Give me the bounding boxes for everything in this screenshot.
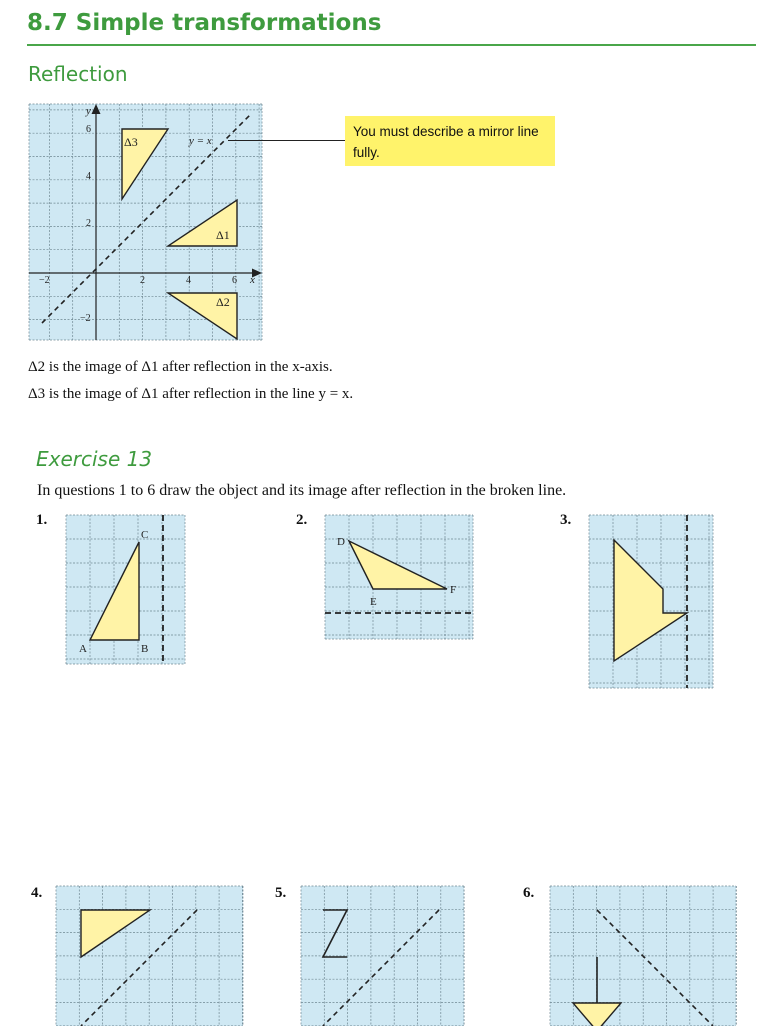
question-5-grid (301, 886, 466, 1026)
subsection-title: Reflection (28, 62, 128, 86)
note-pointer-line (228, 140, 345, 141)
y-tick-label: 6 (86, 124, 91, 135)
question-3-grid (589, 515, 714, 690)
y-axis-label: y (86, 105, 91, 117)
question-number: 1. (36, 512, 48, 528)
question-number: 5. (275, 885, 287, 901)
x-axis-label: x (250, 274, 255, 286)
vertex-label-f: F (450, 584, 457, 596)
statement-delta2: Δ2 is the image of Δ1 after reflection in the x-axis. (28, 359, 333, 375)
statement-delta3: Δ3 is the image of Δ1 after reflection in the line y = x. (28, 386, 354, 402)
question-number: 2. (296, 512, 308, 528)
y-tick-label: 4 (86, 171, 91, 182)
question-number: 4. (31, 885, 43, 901)
question-number: 3. (560, 512, 572, 528)
vertex-label-c: C (141, 529, 149, 541)
x-tick-label: −2 (39, 275, 50, 286)
x-tick-label: 2 (140, 275, 145, 286)
question-number: 6. (523, 885, 535, 901)
vertex-label-a: A (79, 643, 87, 655)
x-tick-label: 4 (186, 275, 191, 286)
exercise-instruction: In questions 1 to 6 draw the object and its image after reflection in the broken line. (37, 482, 567, 499)
question-2-grid (325, 515, 475, 640)
triangle-delta3-label: Δ3 (124, 135, 138, 149)
question-4-grid (56, 886, 244, 1026)
triangle-delta2-label: Δ2 (216, 295, 230, 309)
y-tick-label: 2 (86, 218, 91, 229)
question-1-grid (66, 515, 186, 665)
exercise-title: Exercise 13 (36, 447, 153, 471)
vertex-label-d: D (337, 536, 345, 548)
vertex-label-e: E (370, 596, 377, 608)
question-6-grid (550, 886, 738, 1026)
reflection-graph (0, 0, 768, 360)
triangle-delta1-label: Δ1 (216, 228, 230, 242)
section-title: 8.7 Simple transformations (27, 10, 382, 36)
mirror-line-label: y = x (189, 135, 212, 147)
vertex-label-b: B (141, 643, 149, 655)
tip-note: You must describe a mirror line fully. (345, 116, 555, 166)
x-tick-label: 6 (232, 275, 237, 286)
y-tick-label: −2 (80, 313, 91, 324)
